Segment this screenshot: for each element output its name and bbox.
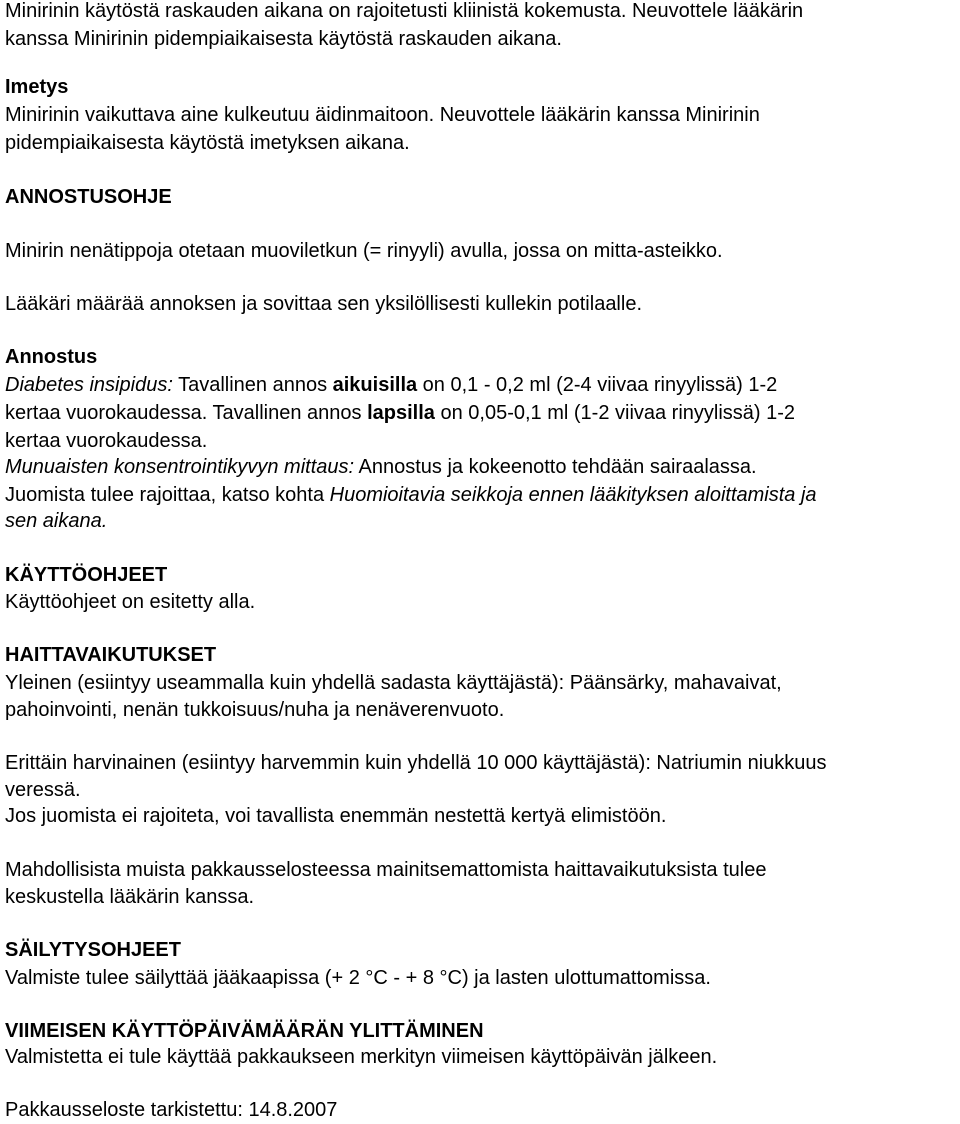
side-effects-other-line-1: Mahdollisista muista pakkausselosteessa mainitsemattomista haittavaikutuksista tulee — [5, 859, 767, 881]
dose-heading: Annostus — [5, 346, 98, 368]
breastfeeding-text-line-1: Minirinin vaikuttava aine kulkeutuu äidinmaitoon. Neuvottele lääkärin kanssa Minirinin — [5, 104, 760, 126]
usage-text: Käyttöohjeet on esitetty alla. — [5, 591, 256, 613]
dose-renal-line — [5, 454, 757, 480]
usage-heading: KÄYTTÖOHJEET — [5, 564, 168, 586]
side-effects-common-line-1: Yleinen (esiintyy useammalla kuin yhdellä sadasta käyttäjästä): Päänsärky, mahavaivat, — [5, 672, 782, 694]
dosage-instructions-para-1: Minirin nenätippoja otetaan muoviletkun (= rinyyli) avulla, jossa on mitta-asteikko. — [5, 240, 723, 262]
dosage-instructions-heading: ANNOSTUSOHJE — [5, 186, 172, 208]
side-effects-heading: HAITTAVAIKUTUKSET — [5, 644, 217, 666]
storage-heading: SÄILYTYSOHJEET — [5, 939, 181, 961]
dose-text: on 0,1 - 0,2 ml (2-4 viivaa rinyylissä) 1-2 — [417, 374, 778, 396]
dosage-instructions-para-2: Lääkäri määrää annoksen ja sovittaa sen yksilöllisesti kullekin potilaalle. — [5, 293, 643, 315]
dose-diabetes-line-1 — [5, 372, 777, 398]
expiry-text: Valmistetta ei tule käyttää pakkaukseen merkityn viimeisen käyttöpäivän jälkeen. — [5, 1046, 718, 1068]
dose-drinking-line-1 — [5, 482, 817, 508]
side-effects-rare-line-3: Jos juomista ei rajoiteta, voi tavallista enemmän nestettä kertyä elimistöön. — [5, 805, 667, 827]
side-effects-common-line-2: pahoinvointi, nenän tukkoisuus/nuha ja nenäverenvuoto. — [5, 699, 505, 721]
dose-diabetes-line-3: kertaa vuorokaudessa. — [5, 430, 208, 452]
dose-drinking-line-2: sen aikana. — [5, 510, 108, 532]
dose-diabetes-line-2 — [5, 400, 795, 426]
dose-adults: aikuisilla — [332, 374, 418, 396]
breastfeeding-heading: Imetys — [5, 76, 69, 98]
diabetes-insipidus-label: Diabetes insipidus: — [5, 374, 173, 396]
dose-text: kertaa vuorokaudessa. Tavallinen annos — [5, 402, 368, 424]
dose-text: Tavallinen annos — [172, 374, 333, 396]
dose-text: Annostus ja kokeenotto tehdään sairaalassa. — [354, 456, 757, 478]
storage-text: Valmiste tulee säilyttää jääkaapissa (+ 2 °C - + 8 °C) ja lasten ulottumattomissa. — [5, 967, 711, 989]
pregnancy-text-line-1: Minirinin käytöstä raskauden aikana on rajoitetusti kliinistä kokemusta. Neuvottele lääkärin — [5, 0, 804, 22]
cross-reference: Huomioitavia seikkoja ennen lääkityksen aloittamista ja — [329, 484, 817, 506]
renal-test-label: Munuaisten konsentrointikyvyn mittaus: — [5, 456, 355, 478]
expiry-heading: VIIMEISEN KÄYTTÖPÄIVÄMÄÄRÄN YLITTÄMINEN — [5, 1020, 484, 1042]
dose-text: Juomista tulee rajoittaa, katso kohta — [5, 484, 330, 506]
dose-children: lapsilla — [367, 402, 435, 424]
dose-text: on 0,05-0,1 ml (1-2 viivaa rinyylissä) 1-2 — [434, 402, 796, 424]
pregnancy-text-line-2: kanssa Minirinin pidempiaikaisesta käytöstä raskauden aikana. — [5, 28, 562, 50]
side-effects-rare-line-1: Erittäin harvinainen (esiintyy harvemmin kuin yhdellä 10 000 käyttäjästä): Natriumin niukkuus — [5, 752, 827, 774]
side-effects-rare-line-2: veressä. — [5, 779, 81, 801]
revision-date: Pakkausseloste tarkistettu: 14.8.2007 — [5, 1099, 338, 1121]
side-effects-other-line-2: keskustella lääkärin kanssa. — [5, 886, 255, 908]
breastfeeding-text-line-2: pidempiaikaisesta käytöstä imetyksen aikana. — [5, 132, 410, 154]
